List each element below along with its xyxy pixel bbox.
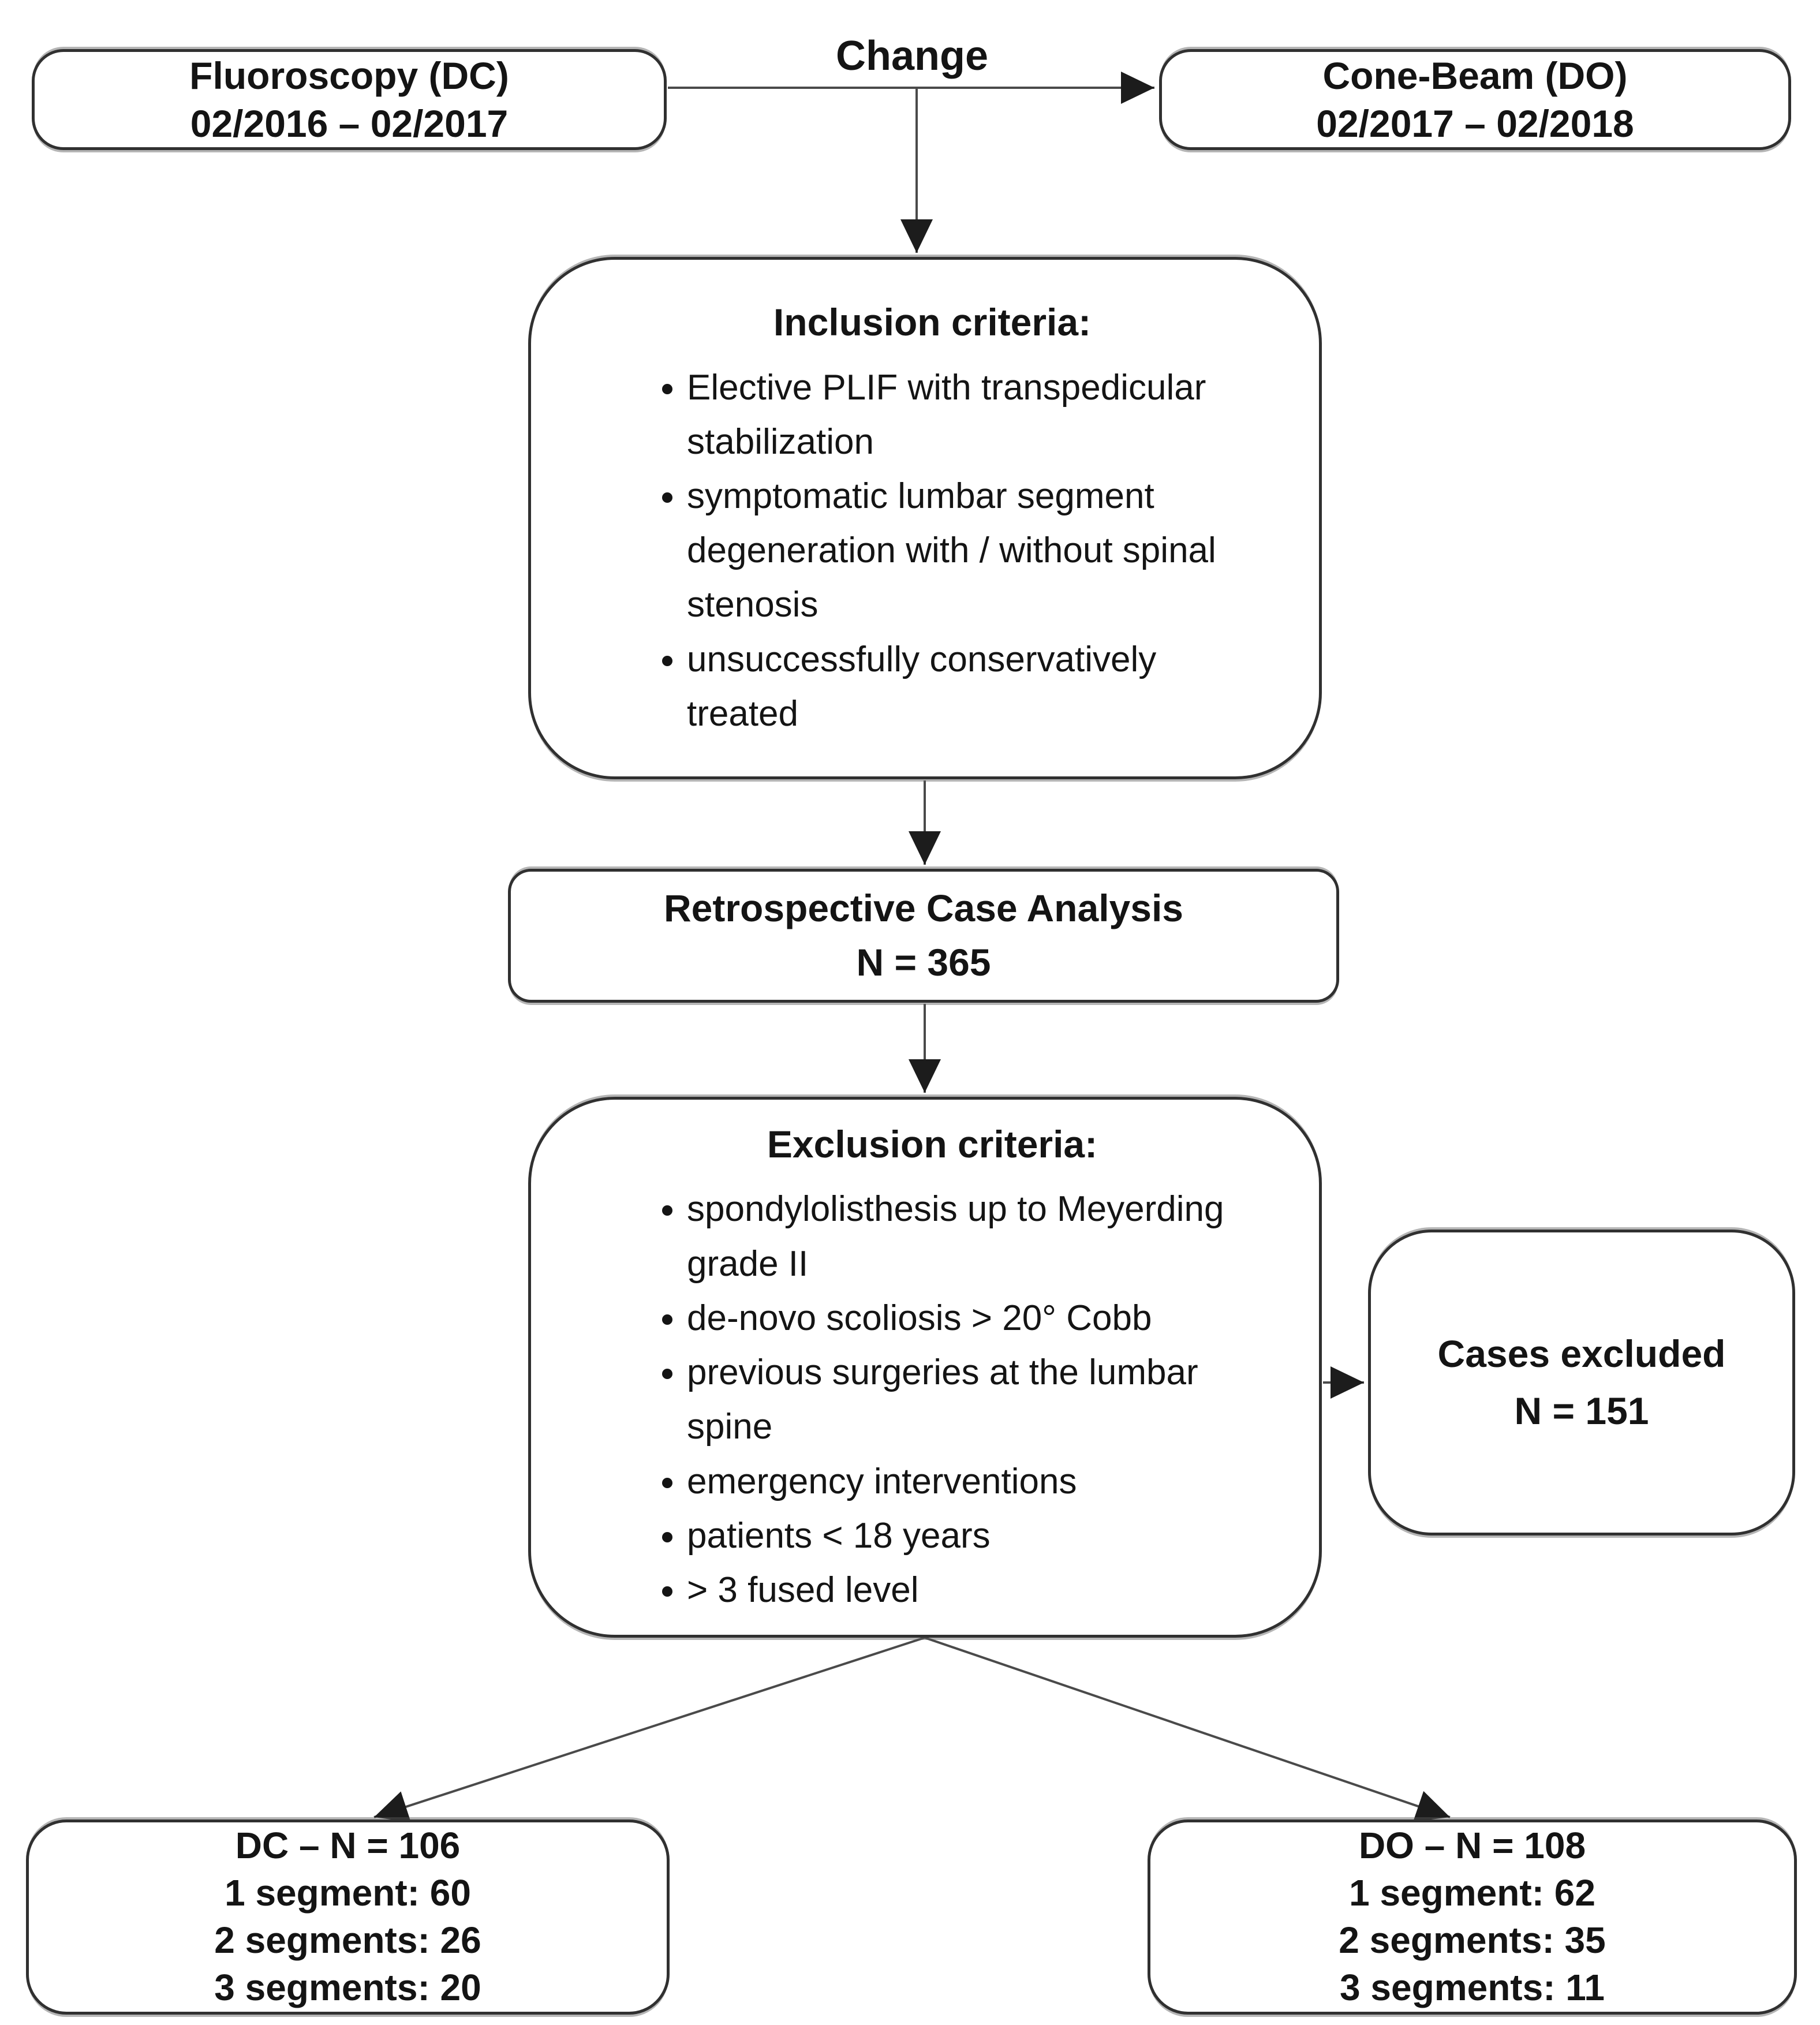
box-line: N = 151 xyxy=(1514,1389,1649,1432)
box-fluoroscopy-dc xyxy=(32,49,667,150)
box-cone-beam-do xyxy=(1159,49,1791,150)
change-arrow-label: Change xyxy=(835,33,989,79)
arrow-to-do-group xyxy=(925,1638,1450,1817)
box-line: 02/2016 – 02/2017 xyxy=(190,102,509,145)
exclusion-criteria-item: • previous surgeries at the lumbar spine xyxy=(687,1346,1258,1454)
exclusion-criteria-item: • > 3 fused level xyxy=(687,1563,1258,1617)
inclusion-criteria-list xyxy=(600,361,1264,742)
exclusion-criteria-item: • emergency interventions xyxy=(687,1455,1258,1509)
box-inclusion-criteria xyxy=(528,257,1322,779)
box-line: Cone-Beam (DO) xyxy=(1322,54,1628,97)
box-line: Fluoroscopy (DC) xyxy=(189,54,509,97)
dc-group-line: 2 segments: 26 xyxy=(214,1919,481,1961)
exclusion-criteria-item: • patients < 18 years xyxy=(687,1509,1258,1563)
exclusion-criteria-item: • spondylolisthesis up to Meyerding grade II xyxy=(687,1182,1258,1291)
inclusion-criteria-item: • symptomatic lumbar segment degeneration with / without spinal stenosis xyxy=(687,469,1258,633)
box-exclusion-criteria xyxy=(528,1097,1322,1638)
inclusion-criteria-item: • Elective PLIF with transpedicular stabilization xyxy=(687,361,1258,469)
box-dc-group xyxy=(26,1819,670,2015)
do-group-line: 2 segments: 35 xyxy=(1339,1919,1606,1961)
box-do-group xyxy=(1148,1819,1797,2015)
dc-group-line: 3 segments: 20 xyxy=(214,1966,481,2008)
box-cases-excluded xyxy=(1368,1230,1795,1535)
dc-group-line: DC – N = 106 xyxy=(235,1825,461,1867)
dc-group-line: 1 segment: 60 xyxy=(225,1872,471,1914)
box-line: Cases excluded xyxy=(1437,1332,1726,1375)
box-retrospective-analysis xyxy=(508,869,1339,1003)
do-group-line: 1 segment: 62 xyxy=(1349,1872,1595,1914)
exclusion-criteria-list xyxy=(600,1182,1264,1617)
box-line: Retrospective Case Analysis xyxy=(664,887,1183,930)
do-group-line: 3 segments: 11 xyxy=(1340,1966,1605,2008)
exclusion-criteria-title: Exclusion criteria: xyxy=(767,1122,1098,1165)
inclusion-criteria-title: Inclusion criteria: xyxy=(773,300,1092,343)
exclusion-criteria-item: • de-novo scoliosis > 20° Cobb xyxy=(687,1291,1258,1346)
box-line: 02/2017 – 02/2018 xyxy=(1316,102,1634,145)
box-line: N = 365 xyxy=(856,941,991,984)
arrow-to-dc-group xyxy=(374,1638,925,1817)
inclusion-criteria-item: • unsuccessfully conservatively treated xyxy=(687,633,1258,741)
do-group-line: DO – N = 108 xyxy=(1358,1825,1586,1867)
